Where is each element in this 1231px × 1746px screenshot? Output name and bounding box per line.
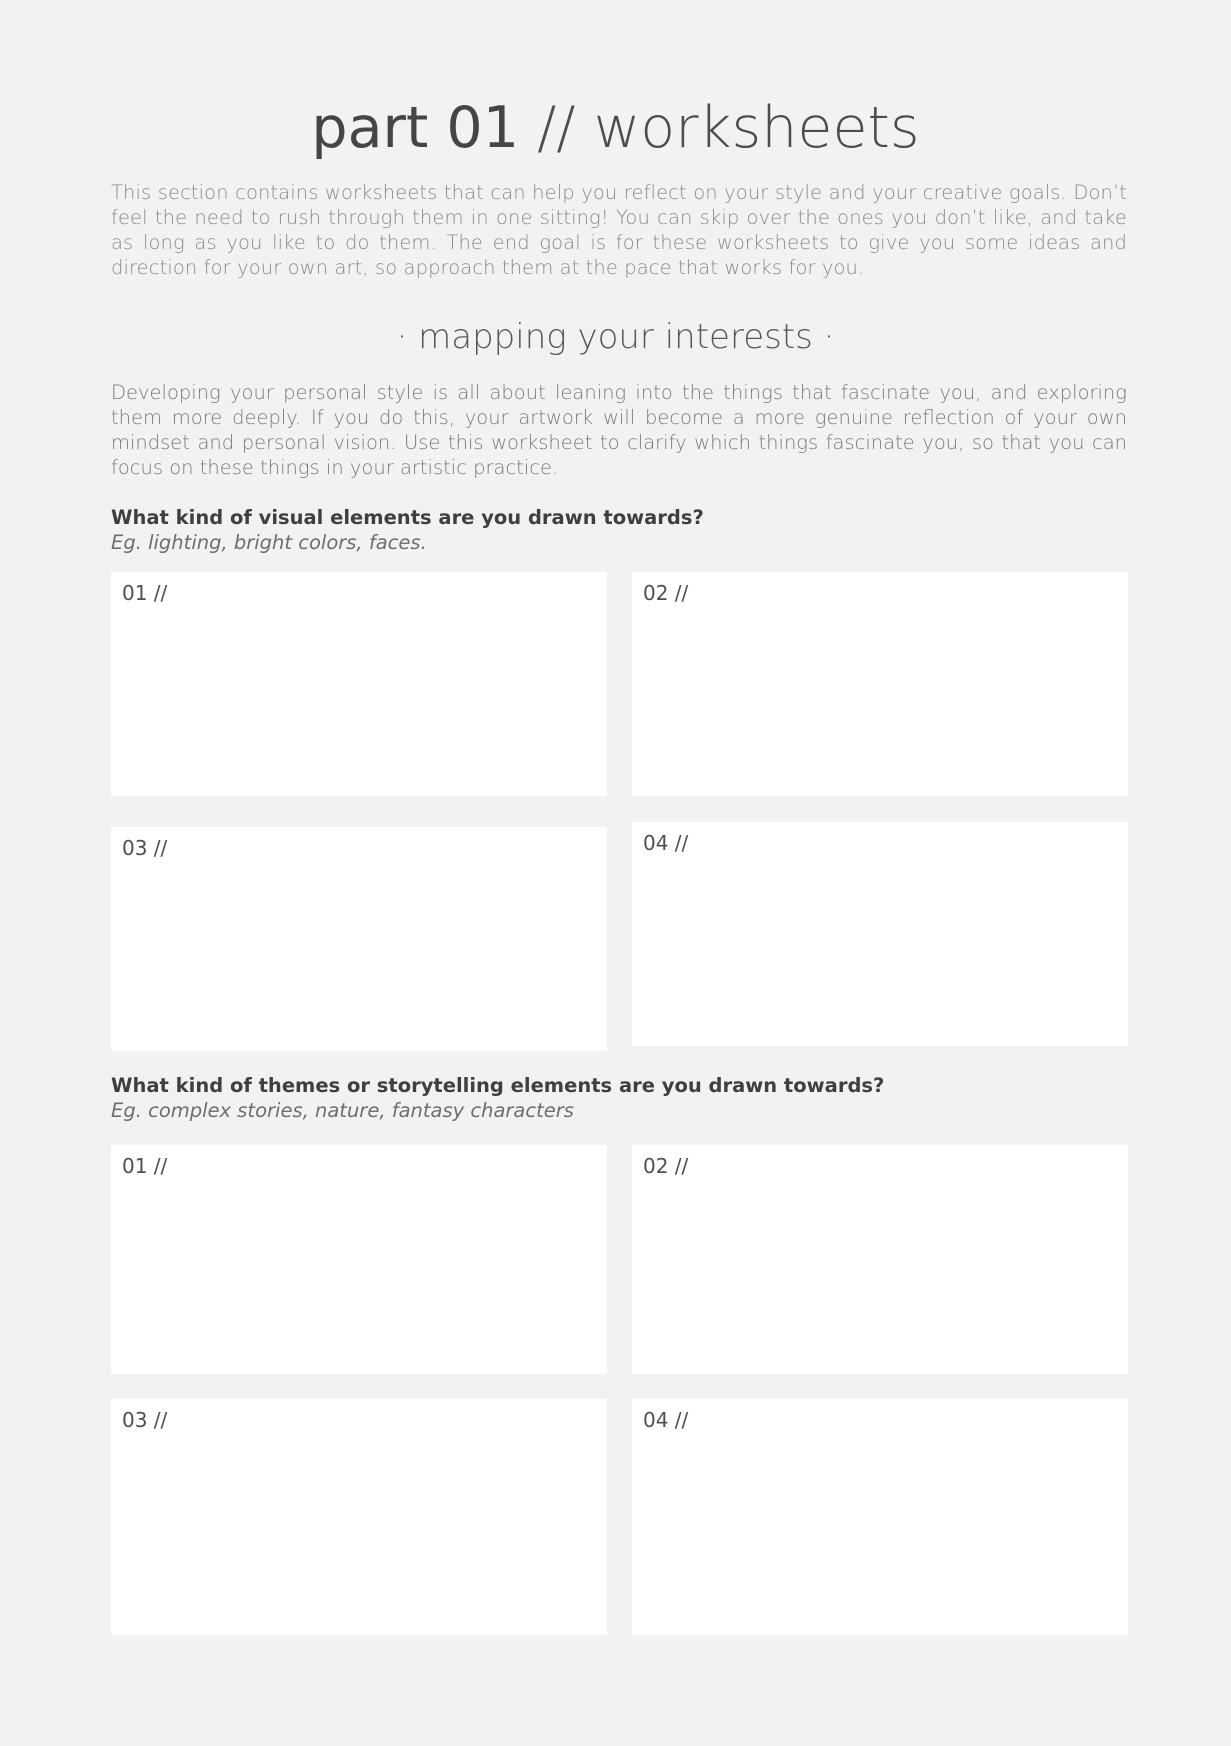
answer-box-visual-3[interactable] bbox=[111, 827, 607, 1051]
question-visual-elements: What kind of visual elements are you drawn towards? bbox=[111, 506, 704, 529]
example-visual-elements: Eg. lighting, bright colors, faces. bbox=[111, 531, 427, 554]
answer-box-label: 01 // bbox=[122, 581, 168, 605]
answer-box-label: 04 // bbox=[643, 1408, 689, 1432]
answer-box-label: 03 // bbox=[122, 836, 168, 860]
title-part: part 01 bbox=[311, 95, 519, 161]
answer-box-themes-3[interactable] bbox=[111, 1399, 607, 1635]
answer-box-themes-4[interactable] bbox=[632, 1399, 1128, 1635]
answer-box-visual-1[interactable] bbox=[111, 572, 607, 796]
answer-box-label: 02 // bbox=[643, 1154, 689, 1178]
answer-box-themes-1[interactable] bbox=[111, 1145, 607, 1374]
answer-box-label: 01 // bbox=[122, 1154, 168, 1178]
answer-box-themes-2[interactable] bbox=[632, 1145, 1128, 1374]
answer-box-visual-2[interactable] bbox=[632, 572, 1128, 796]
section-heading: · mapping your interests · bbox=[396, 317, 835, 357]
answer-box-label: 02 // bbox=[643, 581, 689, 605]
section-description: Developing your personal style is all about leaning into the things that fascinate you, and exploring them more deeply. If you do this, your artwork will become a more genuine reflection of your own mindset and personal vision. Use this worksheet to clarify which things fascinate you, so that you can focus on these things in your artistic practice. bbox=[111, 381, 1127, 479]
answer-box-label: 04 // bbox=[643, 831, 689, 855]
question-themes: What kind of themes or storytelling elements are you drawn towards? bbox=[111, 1074, 885, 1097]
intro-paragraph: This section contains worksheets that can help you reflect on your style and your creative goals. Don’t feel the need to rush through them in one sitting! You can skip over the ones you don’t like, and take as long as you like to do them. The end goal is for these worksheets to give you some ideas and direction for your own art, so approach them at the pace that works for you. bbox=[111, 181, 1127, 279]
answer-box-label: 03 // bbox=[122, 1408, 168, 1432]
answer-box-visual-4[interactable] bbox=[632, 822, 1128, 1046]
title-worksheets: // worksheets bbox=[537, 95, 920, 161]
example-themes: Eg. complex stories, nature, fantasy characters bbox=[111, 1099, 574, 1122]
page-title bbox=[0, 93, 1231, 163]
